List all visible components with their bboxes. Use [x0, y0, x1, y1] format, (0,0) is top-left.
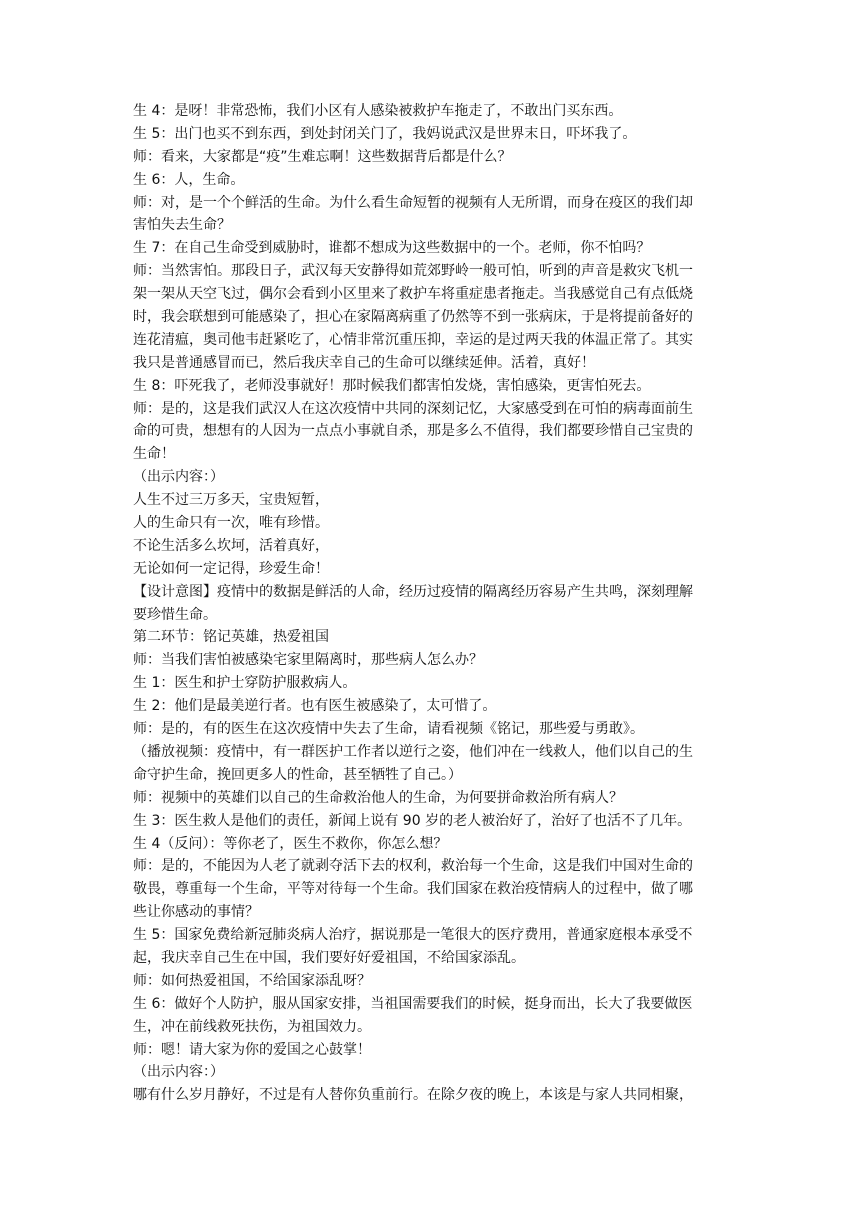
text-line: 生 4：是呀！非常恐怖，我们小区有人感染被救护车拖走了，不敢出门买东西。: [133, 103, 623, 119]
text-line: 师：是的，有的医生在这次疫情中失去了生命，请看视频《铭记，那些爱与勇敢》。: [133, 721, 644, 738]
text-line: 生，冲在前线救死扶伤，为祖国效力。: [133, 1018, 371, 1035]
text-line: 命的可贵，想想有的人因为一点点小事就自杀，那是多么不值得，我们都要珍惜自己宝贵的: [133, 423, 693, 440]
text-line: 【设计意图】疫情中的数据是鲜活的人命，经历过疫情的隔离经历容易产生共鸣，深刻理解: [133, 583, 693, 600]
text-line: 师：视频中的英雄们以自己的生命救治他人的生命，为何要拼命救治所有病人？: [133, 789, 623, 806]
text-line: 起，我庆幸自己生在中国，我们要好好爱祖国，不给国家添乱。: [133, 949, 525, 966]
text-line: 师：对，是一个个鲜活的生命。为什么看生命短暂的视频有人无所谓，而身在疫区的我们却: [133, 194, 693, 211]
text-line: 敬畏，尊重每一个生命，平等对待每一个生命。我们国家在救治疫情病人的过程中，做了哪: [133, 881, 693, 898]
text-line: 师：看来，大家都是“疫”生难忘啊！这些数据背后都是什么？: [133, 148, 512, 165]
text-line: 架一架从天空飞过，偶尔会看到小区里来了救护车将重症患者拖走。当我感觉自己有点低烧: [133, 286, 693, 303]
text-line: 第二环节：铭记英雄，热爱祖国: [133, 629, 329, 646]
text-line: 生 1：医生和护士穿防护服救病人。: [133, 675, 357, 692]
text-line: 生 4（反问）：等你老了，医生不救你，你怎么想？: [133, 835, 448, 852]
text-line: 害怕失去生命？: [133, 217, 231, 234]
text-line: 生 7：在自己生命受到威胁时，谁都不想成为这些数据中的一个。老师，你不怕吗？: [133, 240, 651, 257]
text-line: 师：当我们害怕被感染宅家里隔离时，那些病人怎么办？: [133, 652, 483, 669]
text-line: （播放视频：疫情中，有一群医护工作者以逆行之姿，他们冲在一线救人，他们以自己的生: [133, 743, 693, 760]
text-line: 师：如何热爱祖国，不给国家添乱呀？: [133, 972, 371, 989]
text-line: （出示内容：）: [133, 469, 224, 486]
text-line: 师：是的，不能因为人老了就剥夺活下去的权利，救治每一个生命，这是我们中国对生命的: [133, 858, 693, 875]
text-line: 师：当然害怕。那段日子，武汉每天安静得如荒郊野岭一般可怕，听到的声音是救灾飞机一: [133, 263, 693, 280]
text-line: 生 3：医生救人是他们的责任，新闻上说有 90 岁的老人被治好了，治好了也活不了几年。: [133, 812, 692, 829]
document-body: [133, 100, 733, 1107]
text-line: 生 5：国家免费给新冠肺炎病人治疗，据说那是一笔很大的医疗费用，普通家庭根本承受不: [133, 927, 693, 944]
text-line: 我只是普通感冒而已，然后我庆幸自己的生命可以继续延伸。活着，真好！: [133, 354, 595, 371]
text-line: 生 6：做好个人防护，服从国家安排，当祖国需要我们的时候，挺身而出，长大了我要做医: [133, 995, 693, 1012]
text-line: （出示内容：）: [133, 1064, 224, 1081]
text-line: 时，我会联想到可能感染了，担心在家隔离病重了仍然等不到一张病床，于是将提前备好的: [133, 309, 693, 326]
text-line: 人的生命只有一次，唯有珍惜。: [133, 515, 329, 532]
text-line: 哪有什么岁月静好，不过是有人替你负重前行。在除夕夜的晚上，本该是与家人共同相聚，: [133, 1087, 693, 1104]
text-line: 生 2：他们是最美逆行者。也有医生被感染了，太可惜了。: [133, 698, 497, 715]
text-line: 命守护生命，挽回更多人的性命，甚至牺牲了自己。）: [133, 766, 462, 783]
text-line: 要珍惜生命。: [133, 606, 217, 623]
text-line: 人生不过三万多天，宝贵短暂，: [133, 492, 329, 509]
text-line: 不论生活多么坎坷，活着真好，: [133, 537, 329, 554]
text-line: 生 5：出门也买不到东西，到处封闭关门了，我妈说武汉是世界末日，吓坏我了。: [133, 125, 637, 142]
text-line: 师：嗯！请大家为你的爱国之心鼓掌！: [133, 1041, 371, 1058]
text-line: 生 8：吓死我了，老师没事就好！那时候我们都害怕发烧，害怕感染，更害怕死去。: [133, 377, 651, 394]
text-line: 师：是的，这是我们武汉人在这次疫情中共同的深刻记忆，大家感受到在可怕的病毒面前生: [133, 400, 693, 417]
text-line: 生命！: [133, 446, 175, 463]
text-line: 些让你感动的事情？: [133, 904, 259, 921]
text-line: 无论如何一定记得，珍爱生命！: [133, 560, 329, 577]
text-line: 生 6：人，生命。: [133, 171, 245, 188]
text-line: 连花清瘟，奥司他韦赶紧吃了，心情非常沉重压抑，幸运的是过两天我的体温正常了。其实: [133, 331, 693, 348]
